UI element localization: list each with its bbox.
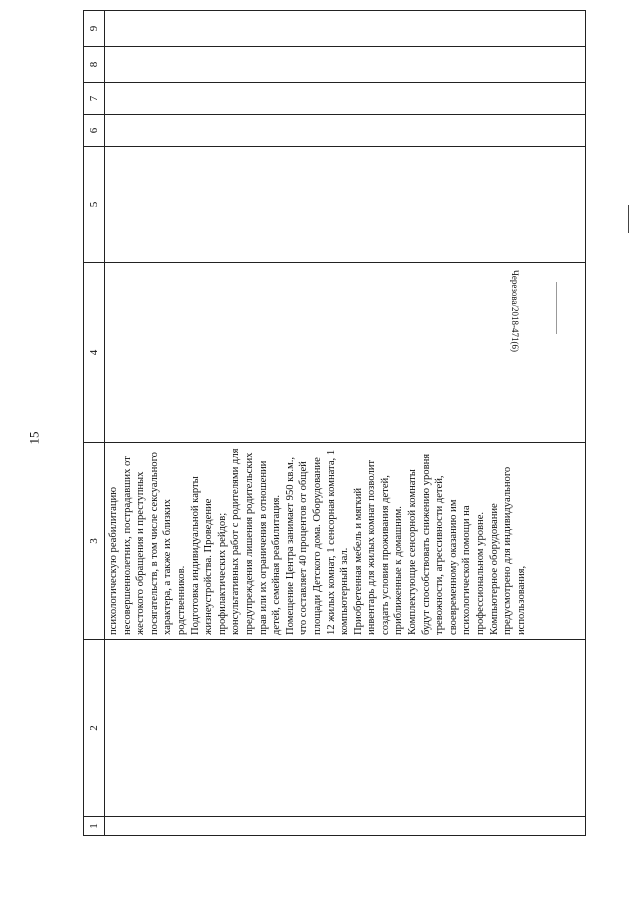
cell-col3	[105, 443, 586, 640]
description-text	[105, 443, 530, 639]
column-header-3: 3	[84, 443, 105, 640]
page-number: 15	[26, 431, 42, 445]
table-row	[105, 11, 586, 836]
faint-line	[556, 282, 557, 334]
description-paragraph: Подготовка индивидуальной карты жизнеустройства. Проведение профилактических рейдов; консультативных работ с родителями для предупреждения лишения родительских прав или их ограничения в отношении детей, семейная реабилитация.	[189, 448, 283, 635]
description-paragraph: Помещение Центра занимает 950 кв.м., что составляет 40 процентов от общей площади Детского дома. Оборудование 12 жилых комнат, 1 сенсорная комната, 1 компьютерный зал.	[284, 449, 351, 635]
cell-col6	[105, 115, 586, 147]
cell-col9	[105, 11, 586, 47]
column-header-1: 1	[84, 817, 105, 836]
column-header-4: 4	[84, 263, 105, 443]
column-header-7: 7	[84, 83, 105, 115]
description-paragraph: психологическую реабилитацию несовершеннолетних, пострадавших от жестокого обращения и преступных посягательств, в том числе сексуального характера, а также их близких родственников.	[108, 452, 187, 635]
cell-col1	[105, 817, 586, 836]
rotated-table-container	[83, 11, 586, 836]
header-row	[84, 11, 105, 836]
margin-mark	[628, 205, 629, 233]
cell-col4	[105, 263, 586, 443]
project-table	[83, 10, 586, 836]
column-header-8: 8	[84, 47, 105, 83]
cell-col2	[105, 640, 586, 817]
document-code: Чеpeзова/2018-471(6)	[510, 270, 520, 352]
column-header-9: 9	[84, 11, 105, 47]
column-header-6: 6	[84, 115, 105, 147]
cell-col8	[105, 47, 586, 83]
cell-col7	[105, 83, 586, 115]
column-header-2: 2	[84, 640, 105, 817]
column-header-5: 5	[84, 147, 105, 263]
description-paragraph: Приобретенная мебель и мягкий инвентарь для жилых комнат позволит создать условия проживания детей, приближенные к домашним. Комплектующие сенсорной комнаты будут способствовать снижению уровня тревожности, агрессивности детей, своевременному оказанию им психологической помощи на профессиональном уровне. Компьютерное оборудование предусмотрено для индивидуального использования,	[352, 453, 527, 635]
cell-col5	[105, 147, 586, 263]
